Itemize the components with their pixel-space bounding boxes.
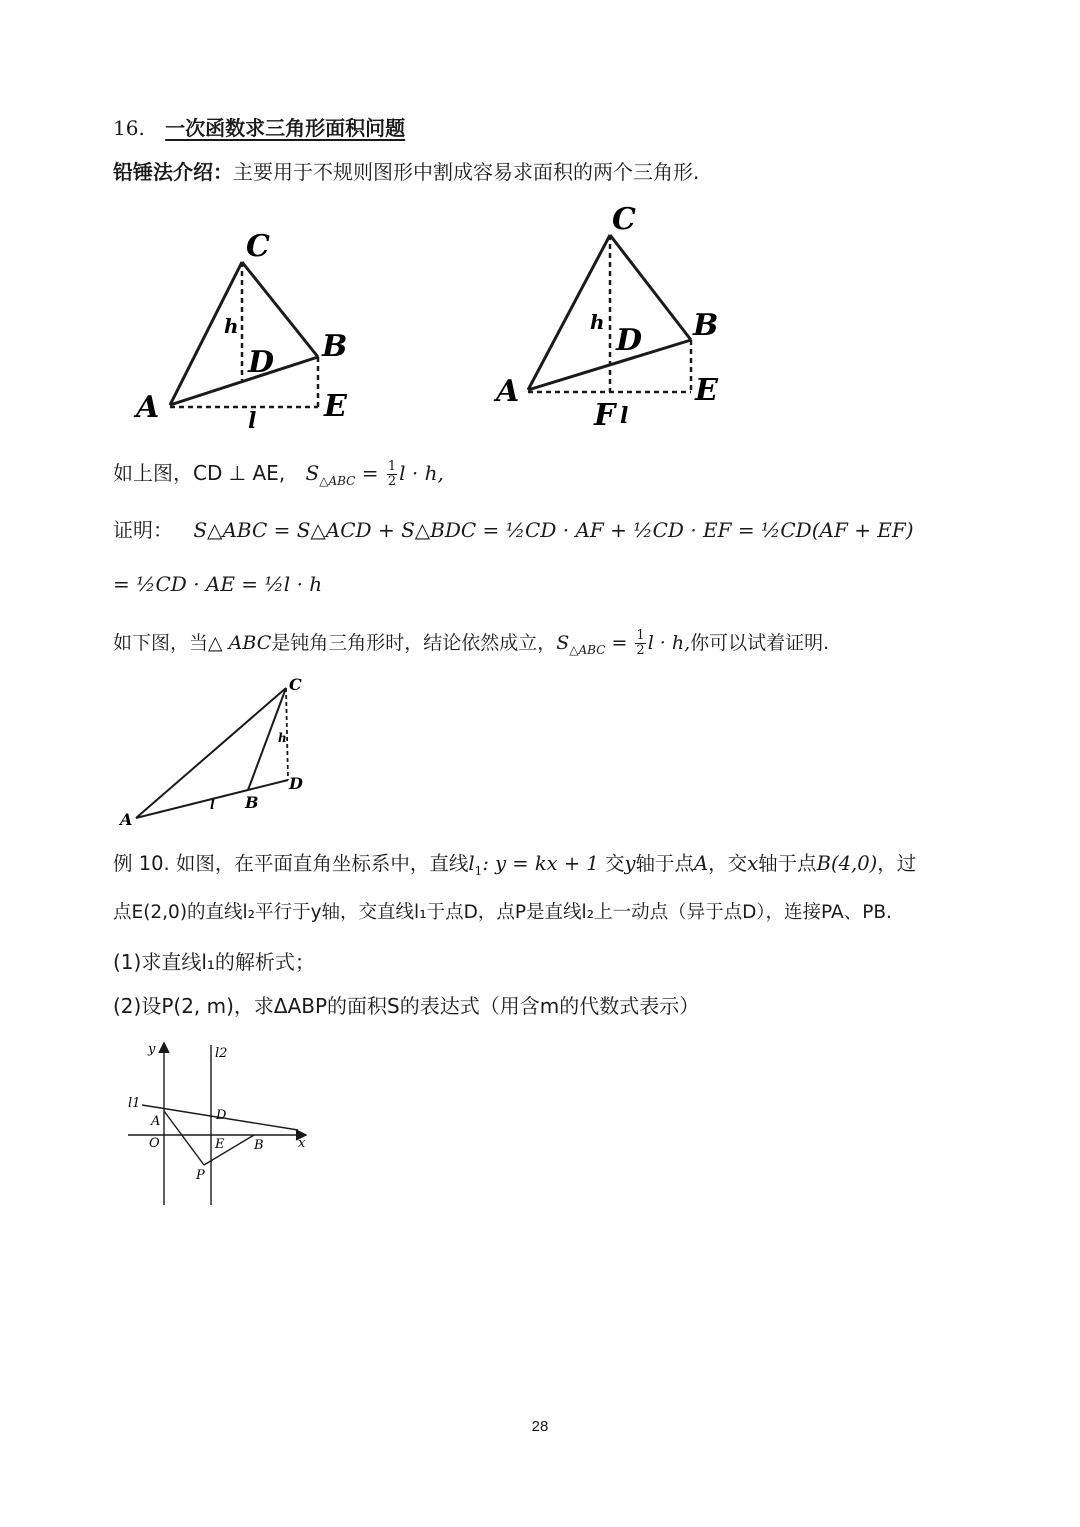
proof-line-2	[113, 572, 322, 596]
obtuse-text-c: 是钝角三角形时，结论依然成立，	[271, 632, 557, 654]
section-heading	[113, 112, 405, 141]
example-line-2	[113, 898, 892, 924]
example-text-b: l	[468, 852, 475, 875]
example-line-2-text: 点E(2,0)的直线l₂平行于y轴，交直线l₁于点D，点P是直线l₂上一动点（异于点D），连接PA、PB.	[113, 902, 892, 923]
example-text-f: 轴于点	[635, 852, 695, 875]
fig2-label-h: h	[590, 310, 605, 334]
fig4-label-y: y	[148, 1042, 156, 1057]
fig3-label-c: C	[289, 675, 302, 694]
fig2-label-b: B	[693, 308, 719, 343]
question-2-text: (2)设P(2, m)，求ΔABP的面积S的表达式（用含m的代数式表示）	[113, 994, 700, 1018]
fig2-label-l: l	[620, 403, 629, 429]
formula-eq: =	[355, 461, 385, 485]
example-text-c: : y = kx + 1	[482, 852, 599, 875]
obtuse-text-e: 你可以试着证明.	[690, 632, 830, 654]
example-text-g: A	[694, 852, 709, 875]
fig4-label-x: x	[298, 1136, 306, 1151]
obtuse-text-d: l · h,	[647, 632, 691, 654]
formula-prefix: 如上图，CD ⊥ AE,	[113, 461, 286, 485]
fig2-label-a: A	[496, 374, 520, 409]
question-1	[113, 946, 315, 975]
fig4-label-p: P	[196, 1168, 205, 1183]
fig1-label-l: l	[248, 408, 257, 434]
fig4-label-o: O	[149, 1136, 160, 1151]
obtuse-text: 如下图，当△ ABC是钝角三角形时，结论依然成立，$S_{\triangle ABC}$ = $\frac{1}{2}$ l · h,你可以试着证明.	[113, 628, 830, 658]
figure-obtuse-triangle	[112, 670, 322, 832]
fig3-label-d: D	[289, 774, 303, 793]
proof-expression-2: = ½CD · AE = ½l · h	[113, 572, 323, 596]
fig3-label-h: h	[278, 731, 287, 745]
example-text-j: 轴于点	[758, 852, 817, 875]
proof-label: 证明：	[113, 518, 173, 542]
fig2-label-e: E	[695, 373, 718, 408]
section-title: 一次函数求三角形面积问题	[165, 116, 406, 140]
fig4-label-l1: l1	[128, 1096, 141, 1111]
fig3-label-a: A	[120, 810, 133, 829]
example-line-1: 例 10. 如图，在平面直角坐标系中，直线$l_1$: y = kx + 1 交y轴于点A，交x轴于点B(4,0)，过	[113, 852, 917, 878]
proof-line-1	[113, 514, 914, 543]
fig2-label-d: D	[616, 323, 643, 358]
fig3-label-l: l	[210, 798, 215, 812]
fig1-label-e: E	[324, 389, 347, 424]
fig4-label-l2: l2	[215, 1046, 228, 1061]
question-2	[113, 990, 699, 1019]
example-text-i: x	[747, 852, 759, 875]
fig1-label-c: C	[246, 229, 270, 264]
formula-lhs-sub: △ABC	[319, 474, 356, 488]
page-number: 28	[531, 1418, 549, 1435]
obtuse-text-a: 如下图，当△	[113, 632, 229, 654]
example-text-d: 交	[598, 852, 625, 875]
fig3-label-b: B	[245, 793, 259, 812]
figure-plumb-triangle-2	[490, 195, 740, 435]
intro-line	[113, 156, 699, 185]
fig1-label-b: B	[322, 329, 348, 364]
formula-rhs: l · h,	[399, 461, 444, 485]
example-text-k: B(4,0)	[816, 852, 878, 875]
figure-coordinate-plane	[118, 1035, 318, 1210]
fig2-label-f: F	[594, 398, 616, 433]
example-text-a: 例 10. 如图，在平面直角坐标系中，直线	[113, 852, 469, 875]
fig4-label-d: D	[216, 1108, 227, 1123]
figure-plumb-triangle-1	[130, 220, 370, 435]
fig2-label-c: C	[612, 202, 636, 237]
example-text-h: ，交	[708, 852, 748, 875]
intro-text: 主要用于不规则图形中割成容易求面积的两个三角形.	[233, 160, 700, 184]
fig1-label-d: D	[248, 345, 275, 380]
question-1-text: (1)求直线l₁的解析式；	[113, 950, 315, 974]
fig1-label-h: h	[224, 314, 239, 338]
intro-label: 铅锤法介绍：	[113, 160, 233, 184]
fig4-label-b: B	[254, 1138, 264, 1153]
fig1-label-a: A	[136, 390, 160, 425]
formula-lhs: S	[305, 461, 320, 485]
example-text-e: y	[624, 852, 636, 875]
fig4-label-e: E	[215, 1137, 225, 1152]
fig4-label-a: A	[151, 1114, 161, 1129]
example-text-l: ，过	[877, 852, 917, 875]
section-number: 16.	[113, 116, 145, 140]
formula-area: 如上图，CD ⊥ AE, $S_{\triangle ABC}$ = $\frac{1}{2}$ l · h,	[113, 459, 444, 489]
obtuse-text-b: ABC	[228, 632, 272, 654]
proof-expression-1: S△ABC = S△ACD + S△BDC = ½CD · AF + ½CD · EF = ½CD(AF + EF)	[193, 518, 914, 542]
